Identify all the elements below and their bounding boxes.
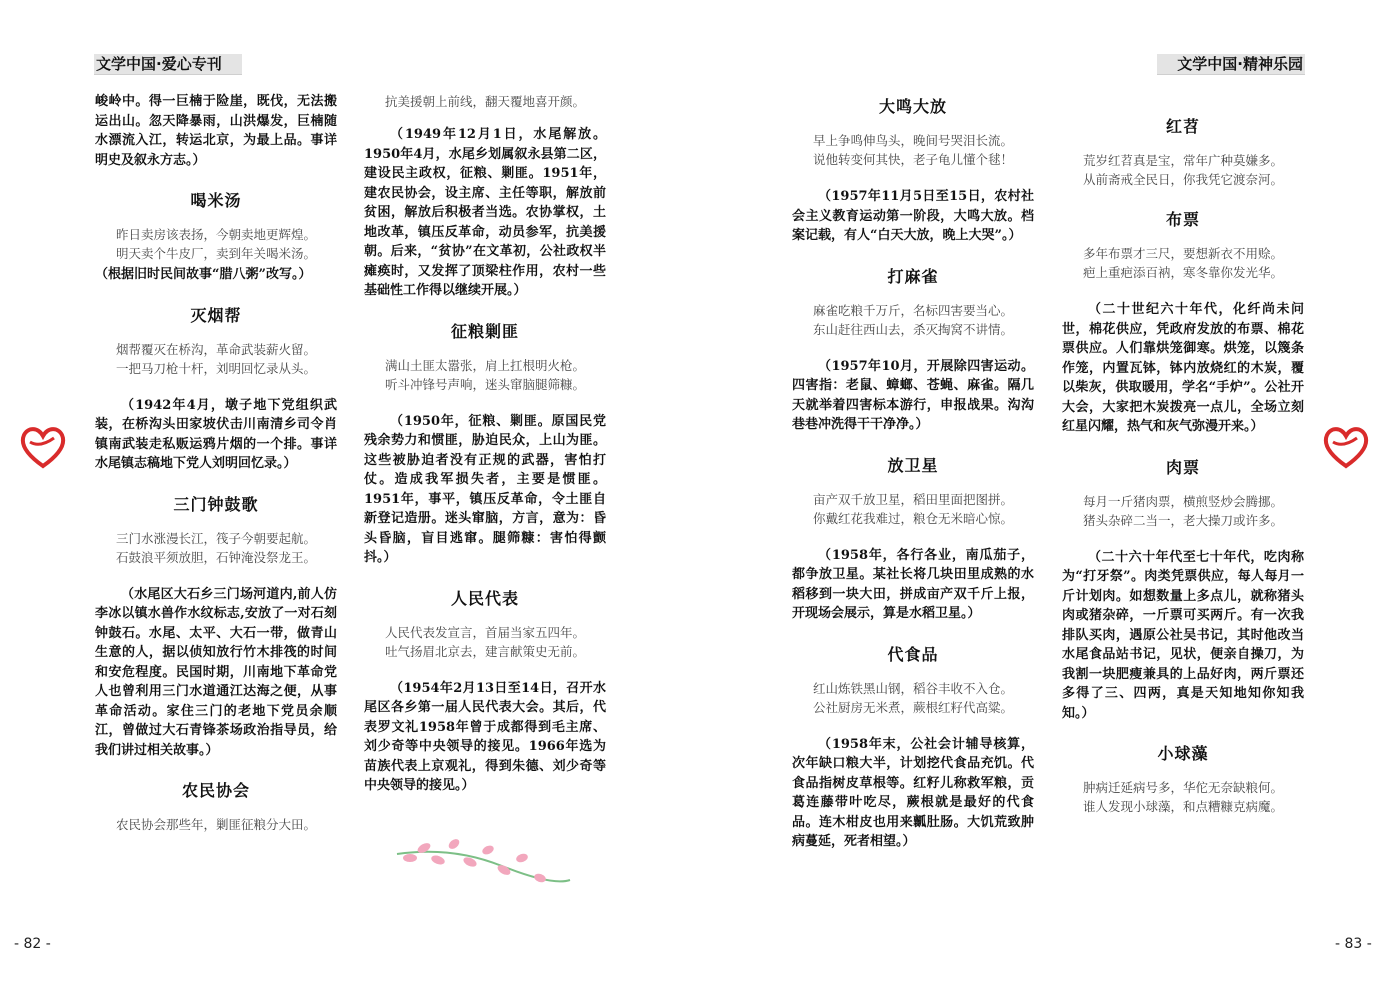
page-number: - 82 -: [14, 936, 51, 952]
section-title: 放卫星: [887, 455, 939, 475]
poem-line: 每月一斤猪肉票，横煎竖炒会腾挪。: [1082, 493, 1283, 509]
poem-line: 一把马刀枪十杆，刘明回忆录从头。: [115, 360, 316, 376]
section-poem: [364, 623, 606, 661]
heart-icon: [18, 422, 68, 472]
left-header: [94, 54, 242, 75]
section-title: 灭烟帮: [190, 305, 242, 325]
poem-line: 昨日卖房该表扬，今朝卖地更辉煌。: [115, 227, 316, 242]
section-poem: [95, 340, 337, 378]
section-poem: [95, 815, 337, 834]
section-note: （1957年10月，开展除四害运动。四害指：老鼠、蟑螂、苍蝇、麻雀。隔几天就举着四害标本游行，申报战果。沟沟巷巷冲洗得干干净净。）: [792, 358, 1034, 432]
section-note: （1954年2月13日至14日，召开水尾区各乡第一届人民代表大会。其后，代表罗文礼1958年曾于成都得到毛主席、刘少奇等中央领导的接见。1966年选为苗族代表上京观礼，得到朱德、刘少奇等中央领导的接见。）: [364, 680, 606, 793]
section-poem: [792, 679, 1034, 717]
heart-icon: [1321, 422, 1371, 472]
right-header-title: 文学中国·精神乐园: [1177, 55, 1303, 73]
col1-intro-note: 峻岭中。得一巨楠于险崖，既伐，无法搬运出山。忽天降暴雨，山洪爆发，巨楠随水漂流入江，转运北京，为最上品。事详明史及叙永方志。）: [95, 94, 337, 168]
section-poem: [1062, 244, 1304, 282]
poem-line: 农民协会那些年，剿匪征粮分大田。: [115, 817, 316, 832]
poem-line: 荒岁红苕真是宝，常年广种莫嫌多。: [1082, 153, 1283, 168]
section-note: （二十六十年代至七十年代，吃肉称为“打牙祭”。肉类凭票供应，每人每月一斤计划肉。如想数量上多点儿，就称猪头肉或猪杂碎，一斤票可买两斤。有一次我排队买肉，遇原公社吴书记，其时他改当水尾食品站书记，见状，便亲自操刀，为我割一块肥瘦兼具的上品好肉，两斤票还多得了三、四两，真是天知地知你知我知。）: [1062, 549, 1304, 721]
poem-line: 东山赶往西山去，杀灭掏窝不讲情。: [812, 321, 1013, 337]
section-note: （二十世纪六十年代，化纤尚未问世，棉花供应，凭政府发放的布票、棉花票供应。人们靠烘笼御寒。烘笼，以篾条作笼，内置瓦钵，钵内放烧红的木炭，覆以柴灰，供取暖用，学名“手炉”。公社开大会，大家把木炭拨亮一点儿，全场立刻红星闪耀，热气和灰气弥漫开来。）: [1062, 302, 1304, 434]
flower-branch-icon: [392, 836, 572, 886]
section-title: 征粮剿匪: [450, 321, 519, 341]
right-header: [1157, 54, 1305, 75]
poem-line: 早上争鸣伸鸟头，晚间号哭泪长流。: [812, 133, 1013, 148]
col2-intro-poem: 抗美援朝上前线，翻天覆地喜开颜。: [384, 94, 585, 109]
poem-line: 猪头杂碎二当一，老大操刀或许多。: [1082, 512, 1283, 528]
poem-line: 说他转变何其快，老子龟儿懂个毬！: [812, 152, 1013, 167]
poem-line: 谁人发现小球藻，和点糟糠克病魔。: [1082, 799, 1283, 814]
section-title: 喝米汤: [190, 191, 242, 210]
poem-line: 红山炼铁黑山钢，稻谷丰收不入仓。: [812, 680, 1013, 696]
section-title: 人民代表: [450, 588, 519, 608]
section-title: 布票: [1165, 210, 1200, 229]
section-note: （1942年4月，墩子地下党组织武装，在桥沟头田家坡伏击川南清乡司令肖镇南武装走私贩运鸦片烟的一个排。事详水尾镇志稿地下党人刘明回忆录。）: [95, 397, 337, 471]
section-note: （水尾区大石乡三门场河道内,前人仿李冰以镇水兽作水纹标志,安放了一对石刻钟鼓石。水尾、太平、大石一带，做青山生意的人，据以侦知放行竹木排筏的时间和安危程度。民国时期，川南地下革命党人也曾利用三门水道通江达海之便，从事革命活动。家住三门的老地下党员余顺江，曾做过大石青锋茶场政治指导员，给我们讲过相关故事。）: [95, 586, 337, 758]
section-poem: [792, 131, 1034, 169]
section-note: （1958年，各行各业，南瓜茄子，都争放卫星。某社长将几块田里成熟的水稻移到一块大田，拼成亩产双千斤上报，开现场会展示，算是水稻卫星。）: [792, 547, 1034, 621]
section-title: 大鸣大放: [878, 97, 947, 116]
section-title: 代食品: [887, 644, 939, 664]
poem-line: 吐气扬眉北京去，建言献策史无前。: [384, 643, 585, 659]
section-note: （1958年末，公社会计辅导核算，次年缺口粮大半，计划挖代食品充饥。代食品指树皮草根等。红籽儿称救军粮，贡葛连藤带叶吃尽，蕨根就是最好的代食品。连木柑皮也用来瓤肚肠。大饥荒致肿病蔓延，死者相望。）: [792, 736, 1034, 849]
section-note: （根据旧时民间故事“腊八粥”改写。）: [95, 267, 312, 282]
page-number: - 83 -: [1335, 936, 1372, 952]
left-column-1: [95, 92, 337, 852]
poem-line: 亩产双千放卫星，稻田里面把图拼。: [812, 491, 1013, 507]
section-note: （1957年11月5日至15日，农村社会主义教育运动第一阶段，大鸣大放。档案记载，有人“白天大放，晚上大哭”。）: [792, 189, 1034, 243]
poem-line: 从前斋戒全民日，你我凭它渡奈河。: [1082, 172, 1283, 187]
section-title: 三门钟鼓歌: [173, 494, 259, 514]
poem-line: 听斗冲锋号声响，迷头窜脑腿筛糠。: [384, 376, 585, 392]
section-poem: [1062, 151, 1304, 189]
section-title: 打麻雀: [887, 266, 939, 286]
poem-line: 疤上重疤添百衲，寒冬靠你发光华。: [1082, 265, 1283, 280]
section-poem: [1062, 492, 1304, 530]
section-note: （1950年，征粮、剿匪。原国民党残余势力和惯匪，胁迫民众，上山为匪。这些被胁迫者没有正规的武器，害怕打仗。造成我军损失者，主要是惯匪。1951年，事平，镇压反革命，令土匪自新登记造册。迷头窜脑，方言，意为：昏头昏脑，盲目逃窜。腿筛糠：害怕得颤抖。）: [364, 413, 606, 565]
poem-line: 三门水涨漫长江，筏子今朝要起航。: [115, 530, 316, 546]
col2-intro-note: （1949年12月1日，水尾解放。1950年4月，水尾乡划属叙永县第二区，建设民主政权，征粮、剿匪。1951年，建农民协会，设主席、主任等职，解放前贫困，解放后积极者当选。农协掌权，土地改革，镇压反革命，动员参军，抗美援朝。后来，“贫协”在文革初，公社政权半瘫痪时，又发挥了顶梁柱作用，农村一些基础性工作得以继续开展。）: [364, 127, 606, 298]
left-column-2: [364, 92, 606, 802]
poem-line: 明天卖个牛皮厂，卖到年关喝米汤。: [115, 246, 316, 261]
poem-line: 烟帮覆灭在桥沟，革命武装薪火留。: [115, 341, 316, 357]
poem-line: 石鼓浪平须放胆，石钟淹没祭龙王。: [115, 549, 316, 565]
right-column-1: [792, 92, 1034, 858]
section-poem: [95, 529, 337, 567]
section-poem: [364, 356, 606, 394]
poem-line: 多年布票才三尺，要想新衣不用赊。: [1082, 246, 1283, 261]
poem-line: 你戴红花我难过，粮仓无米暗心惊。: [812, 510, 1013, 526]
section-title: 小球藻: [1157, 744, 1209, 763]
section-poem: [792, 490, 1034, 528]
poem-line: 麻雀吃粮千万斤，名标四害要当心。: [812, 302, 1013, 318]
left-header-title: 文学中国·爱心专刊: [96, 55, 222, 73]
right-column-2: [1062, 112, 1304, 834]
poem-line: 满山土匪太嚣张，肩上扛根明火枪。: [384, 357, 585, 373]
section-title: 肉票: [1165, 457, 1200, 477]
poem-line: 人民代表发宣言，首届当家五四年。: [384, 624, 585, 640]
poem-line: 公社厨房无米煮，蕨根红籽代高粱。: [812, 699, 1013, 715]
section-poem: [95, 225, 337, 263]
right-page: [699, 0, 1398, 982]
section-poem: [792, 301, 1034, 339]
section-title: 红苕: [1165, 117, 1200, 136]
section-title: 农民协会: [181, 781, 250, 800]
poem-line: 肿病迁延病号多，华佗无奈缺粮何。: [1082, 780, 1283, 795]
section-poem: [1062, 778, 1304, 816]
